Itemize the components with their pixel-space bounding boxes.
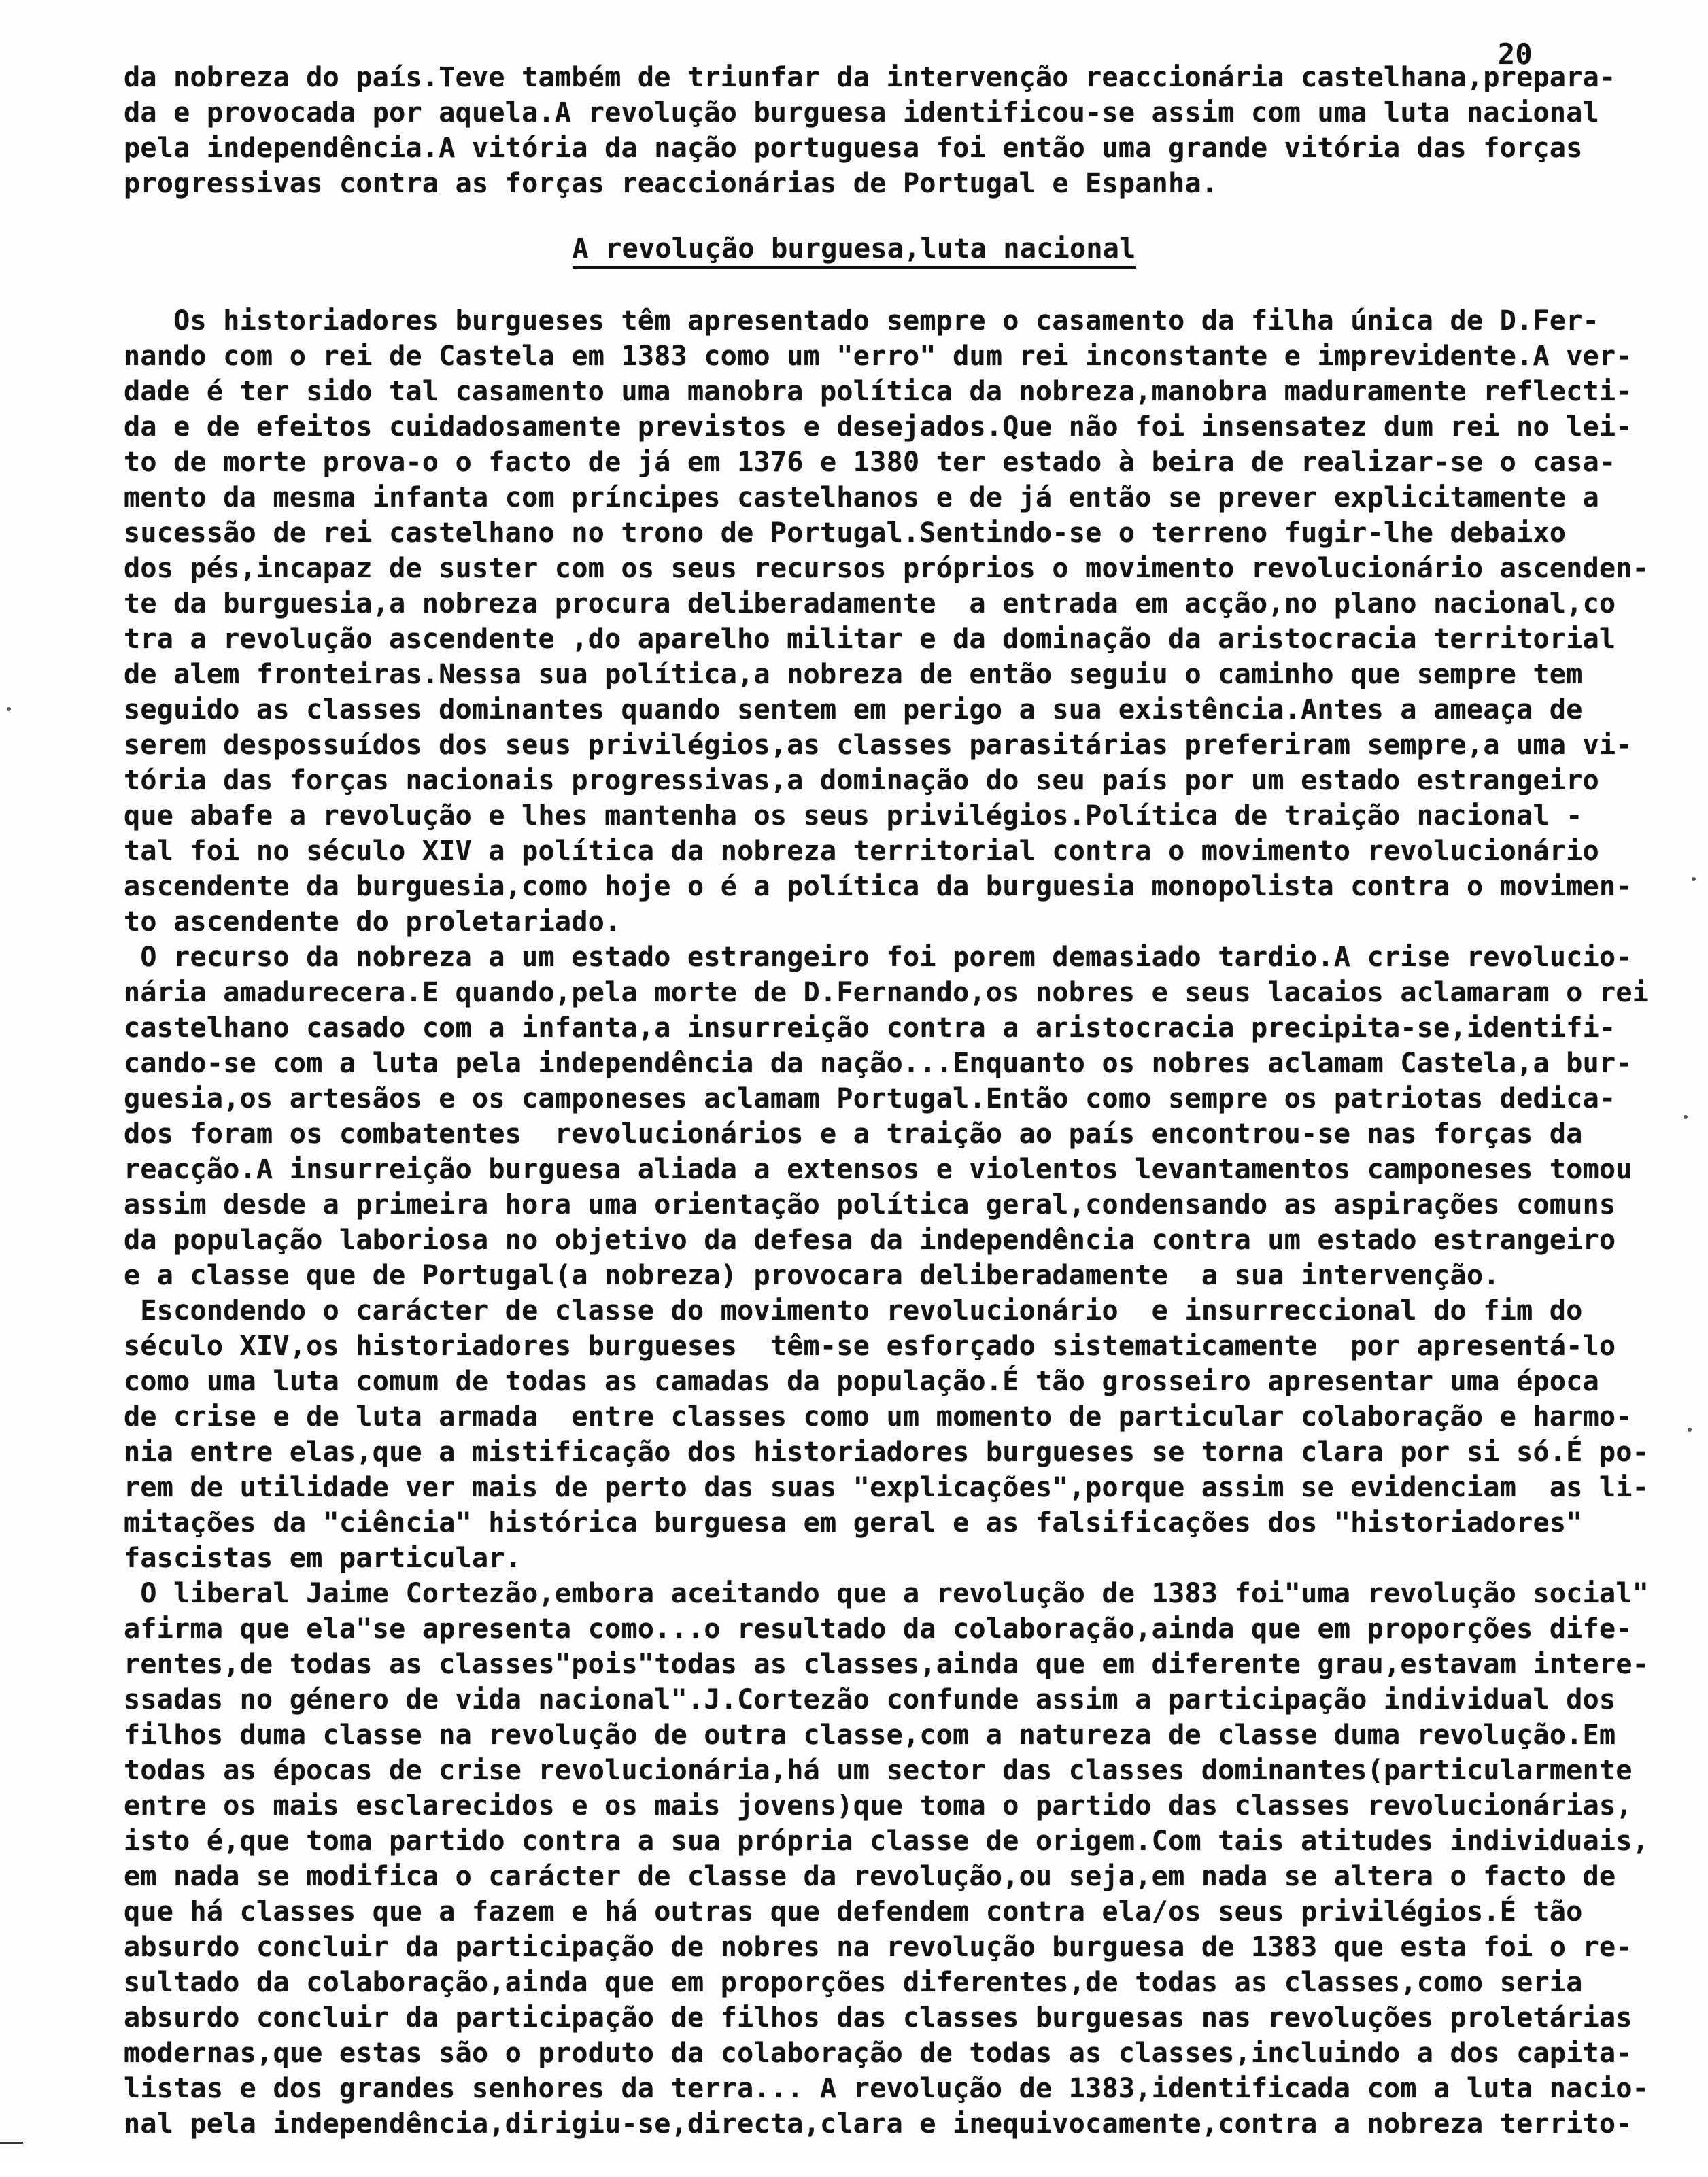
- text-line: ssadas no género de vida nacional".J.Cortezão confunde assim a participação individual dos: [124, 1684, 1616, 1715]
- text-line: da e de efeitos cuidadosamente previstos e desejados.Que não foi insensatez dum rei no lei-: [124, 411, 1633, 443]
- text-line: de crise e de luta armada entre classes como um momento de particular colaboração e harmo-: [124, 1401, 1633, 1433]
- page-number: 20: [1497, 37, 1533, 71]
- text-line: absurdo concluir da participação de nobres na revolução burguesa de 1383 que esta foi o re-: [124, 1932, 1633, 1963]
- text-line: [124, 2142, 1654, 2177]
- text-line: to de morte prova-o o facto de já em 1376 e 1380 ter estado à beira de realizar-se o casa-: [124, 447, 1616, 478]
- scan-speck: [7, 707, 11, 711]
- text-line: Escondendo o carácter de classe do movimento revolucionário e insurreccional do fim do: [124, 1295, 1583, 1326]
- text-line: te da burguesia,a nobreza procura deliberadamente a entrada em acção,no plano nacional,co: [124, 588, 1616, 619]
- text-line: sucessão de rei castelhano no trono de Portugal.Sentindo-se o terreno fugir-lhe debaixo: [124, 517, 1567, 549]
- text-line: isto é,que toma partido contra a sua própria classe de origem.Com tais atitudes individuais,: [124, 1825, 1650, 1857]
- text-line: dos pés,incapaz de suster com os seus recursos próprios o movimento revolucionário ascenden-: [124, 553, 1650, 584]
- text-line: que abafe a revolução e lhes mantenha os seus privilégios.Política de traição nacional -: [124, 800, 1583, 832]
- text-line: absurdo concluir da participação de filhos das classes burguesas nas revoluções proletárias: [124, 2002, 1633, 2034]
- scan-edge-mark: [0, 2142, 23, 2144]
- text-line: assim desde a primeira hora uma orientação política geral,condensando as aspirações comuns: [124, 1189, 1616, 1220]
- text-line: mitações da "ciência" histórica burguesa em geral e as falsificações dos "historiadores": [124, 1507, 1583, 1539]
- text-line: cando-se com a luta pela independência da nação...Enquanto os nobres aclamam Castela,a bur-: [124, 1048, 1633, 1079]
- text-line: castelhano casado com a infanta,a insurreição contra a aristocracia precipita-se,identifi-: [124, 1012, 1616, 1044]
- text-line: Os historiadores burgueses têm apresentado sempre o casamento da filha única de D.Fer-: [124, 305, 1599, 337]
- text-line: O recurso da nobreza a um estado estrangeiro foi porem demasiado tardio.A crise revolucio-: [124, 942, 1633, 973]
- text-line: entre os mais esclarecidos e os mais jovens)que toma o partido das classes revolucionárias,: [124, 1790, 1633, 1821]
- text-line: todas as épocas de crise revolucionária,há um sector das classes dominantes(particularmente: [124, 1755, 1633, 1786]
- text-line: mento da mesma infanta com príncipes castelhanos e de já então se prever explicitamente a: [124, 482, 1599, 513]
- text-line: tória das forças nacionais progressivas,a dominação do seu país por um estado estrangeiro: [124, 765, 1599, 796]
- text-line: e a classe que de Portugal(a nobreza) provocara deliberadamente a sua intervenção.: [124, 1260, 1500, 1291]
- text-line: da população laboriosa no objetivo da defesa da independência contra um estado estrangeiro: [124, 1224, 1616, 1256]
- intro-paragraph: [124, 60, 1654, 201]
- text-line: em nada se modifica o carácter de classe da revolução,ou seja,em nada se altera o facto de: [124, 1861, 1616, 1892]
- text-line: dade é ter sido tal casamento uma manobra política da nobreza,manobra maduramente reflecti-: [124, 376, 1633, 407]
- text-line: guesia,os artesãos e os camponeses aclamam Portugal.Então como sempre os patriotas dedica-: [124, 1083, 1616, 1114]
- scan-speck: [1688, 1428, 1692, 1432]
- text-line: de alem fronteiras.Nessa sua política,a nobreza de então seguiu o caminho que sempre tem: [124, 659, 1583, 690]
- text-line: reacção.A insurreição burguesa aliada a extensos e violentos levantamentos camponeses tomou: [124, 1154, 1633, 1185]
- text-line: tal foi no século XIV a política da nobreza territorial contra o movimento revolucionário: [124, 836, 1599, 867]
- text-line: como uma luta comum de todas as camadas da população.É tão grosseiro apresentar uma época: [124, 1366, 1599, 1397]
- text-line: sultado da colaboração,ainda que em proporções diferentes,de todas as classes,como seria: [124, 1967, 1583, 1998]
- text-line: da nobreza do país.Teve também de triunfar da intervenção reaccionária castelhana,prepara-: [124, 62, 1616, 93]
- text-line: século XIV,os historiadores burgueses têm-se esforçado sistematicamente por apresentá-lo: [124, 1331, 1616, 1362]
- text-line: nando com o rei de Castela em 1383 como um "erro" dum rei inconstante e imprevidente.A ver-: [124, 341, 1633, 372]
- text-line: serem despossuídos dos seus privilégios,as classes parasitárias preferiram sempre,a uma vi-: [124, 730, 1633, 761]
- text-line: seguido as classes dominantes quando sentem em perigo a sua existência.Antes a ameaça de: [124, 694, 1583, 725]
- text-line: listas e dos grandes senhores da terra... A revolução de 1383,identificada com a luta nacio-: [124, 2073, 1650, 2104]
- text-line: que há classes que a fazem e há outras que defendem contra ela/os seus privilégios.É tão: [124, 1896, 1583, 1927]
- text-line: rentes,de todas as classes"pois"todas as classes,ainda que em diferente grau,estavam intere-: [124, 1649, 1650, 1680]
- text-line: tra a revolução ascendente ,do aparelho militar e da dominação da aristocracia territorial: [124, 623, 1616, 655]
- section-heading: [0, 231, 1708, 267]
- text-line: to ascendente do proletariado.: [124, 906, 621, 938]
- section-title: A revolução burguesa,luta nacional: [573, 233, 1136, 269]
- text-line: fascistas em particular.: [124, 1543, 522, 1574]
- text-line: progressivas contra as forças reaccionárias de Portugal e Espanha.: [124, 168, 1218, 199]
- text-line: modernas,que estas são o produto da colaboração de todas as classes,incluindo a dos capita-: [124, 2038, 1633, 2069]
- body-text: [124, 303, 1654, 2177]
- text-line: nia entre elas,que a mistificação dos historiadores burgueses se torna clara por si só.É po-: [124, 1437, 1650, 1468]
- scan-speck: [1684, 1115, 1688, 1119]
- text-line: filhos duma classe na revolução de outra classe,com a natureza de classe duma revolução.Em: [124, 1719, 1616, 1751]
- scan-speck: [1692, 877, 1696, 881]
- text-line: rem de utilidade ver mais de perto das suas "explicações",porque assim se evidenciam as li-: [124, 1472, 1650, 1503]
- text-line: afirma que ela"se apresenta como...o resultado da colaboração,ainda que em proporções dife-: [124, 1613, 1633, 1645]
- text-line: pela independência.A vitória da nação portuguesa foi então uma grande vitória das forças: [124, 133, 1583, 164]
- text-line: nal pela independência,dirigiu-se,directa,clara e inequivocamente,contra a nobreza territo-: [124, 2108, 1633, 2140]
- text-line: da e provocada por aquela.A revolução burguesa identificou-se assim com uma luta nacional: [124, 97, 1599, 128]
- text-line: dos foram os combatentes revolucionários e a traição ao país encontrou-se nas forças da: [124, 1118, 1583, 1150]
- text-line: nária amadurecera.E quando,pela morte de D.Fernando,os nobres e seus lacaios aclamaram o rei: [124, 977, 1650, 1008]
- text-line: O liberal Jaime Cortezão,embora aceitando que a revolução de 1383 foi"uma revolução social": [124, 1578, 1650, 1609]
- text-line: ascendente da burguesia,como hoje o é a política da burguesia monopolista contra o movimen-: [124, 871, 1633, 902]
